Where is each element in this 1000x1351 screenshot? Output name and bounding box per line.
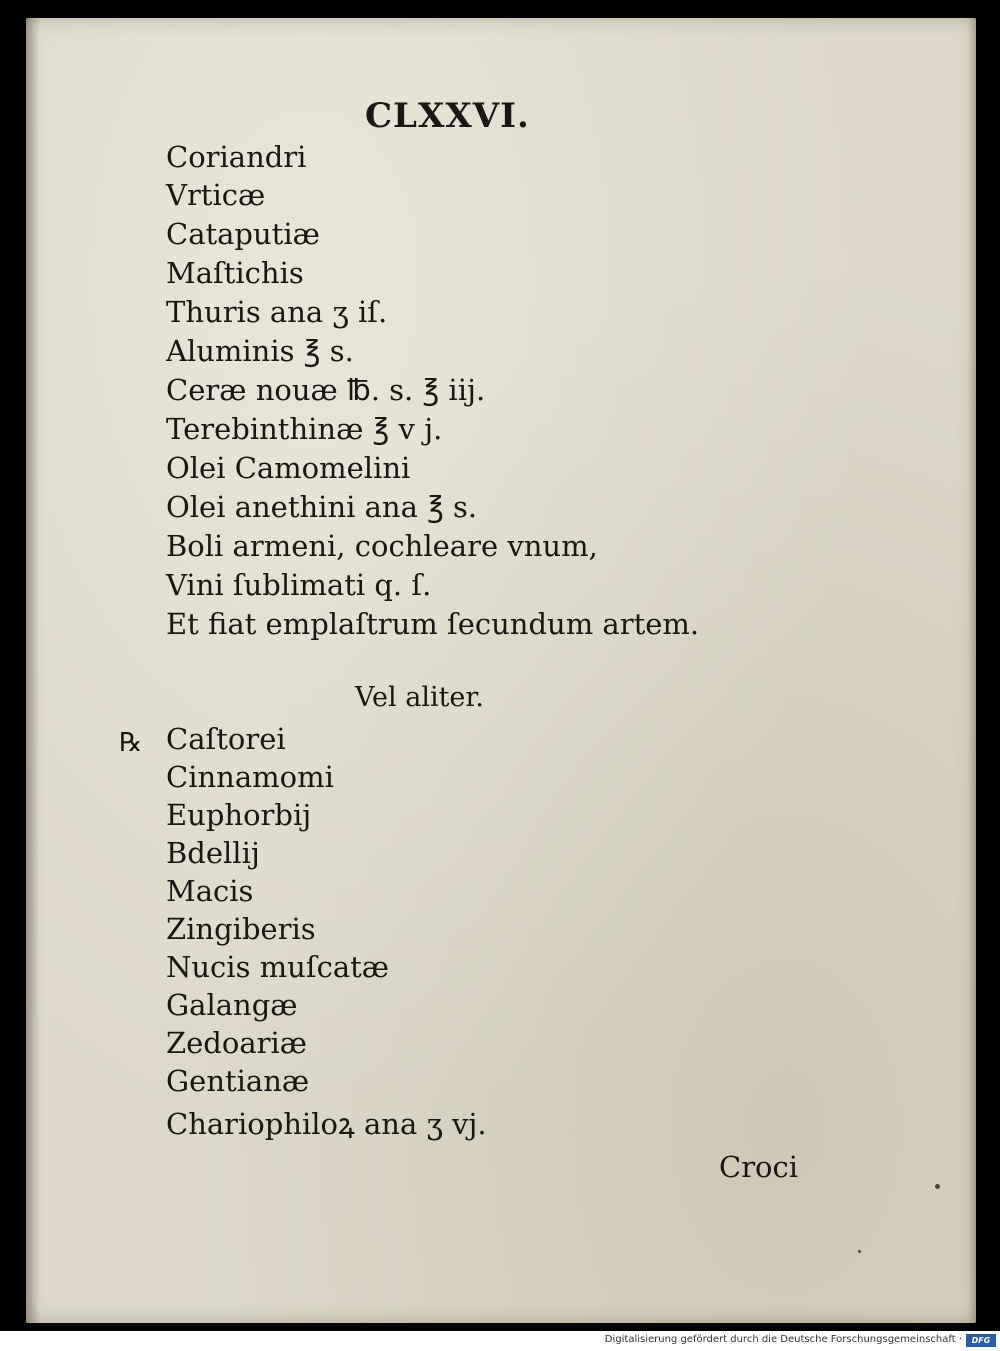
recipe-line: Macis: [166, 874, 254, 908]
funding-notice: Digitalisierung gefördert durch die Deutsche Forschungsgemeinschaft ·: [604, 1334, 962, 1345]
recipe-line: Bdellij: [166, 836, 260, 870]
recipe-line: Cinnamomi: [166, 760, 334, 794]
page-blemish: [858, 1250, 861, 1253]
recipe-line: Zingiberis: [166, 912, 316, 946]
recipe-line: Olei Camomelini: [166, 451, 411, 485]
recipe-line: Thuris ana ʒ iſ.: [166, 295, 388, 329]
recipe-line: Aluminis ℥ s.: [166, 334, 354, 368]
recipe-line: Ceræ nouæ ℔. s. ℥ iij.: [166, 373, 486, 407]
recipe-line: Et fiat emplaſtrum ſecundum artem.: [166, 607, 700, 641]
recipe-line: Boli armeni, cochleare vnum,: [166, 529, 598, 563]
page-folio: CLXXVI.: [365, 96, 530, 136]
recipe-line: Zedoariæ: [166, 1026, 308, 1060]
page-blemish: [935, 1184, 940, 1189]
sub-heading: Vel aliter.: [355, 682, 484, 713]
recipe-line: Cataputiæ: [166, 217, 320, 251]
recipe-line: Chariophiloꝝ ana ʒ vj.: [166, 1107, 487, 1141]
recipe-line: Euphorbij: [166, 798, 312, 832]
recipe-line: Vini ſublimati q. ſ.: [166, 568, 432, 602]
page-edge: [968, 18, 976, 1323]
recipe-line: Galangæ: [166, 988, 298, 1022]
recipe-line: Caſtorei: [166, 722, 286, 756]
recipe-symbol: ℞: [119, 728, 143, 758]
footer-bar: [0, 1331, 1000, 1351]
recipe-line: Maſtichis: [166, 256, 304, 290]
page-gutter-shadow: [26, 18, 40, 1323]
dfg-logo: DFG: [966, 1334, 996, 1347]
recipe-line: Nucis muſcatæ: [166, 950, 390, 984]
recipe-line: Coriandri: [166, 140, 307, 174]
recipe-line: Gentianæ: [166, 1064, 310, 1098]
recipe-line: Terebinthinæ ℥ v j.: [166, 412, 443, 446]
catchword: Croci: [719, 1150, 799, 1184]
recipe-line: Vrticæ: [166, 178, 266, 212]
recipe-line: Olei anethini ana ℥ s.: [166, 490, 478, 524]
